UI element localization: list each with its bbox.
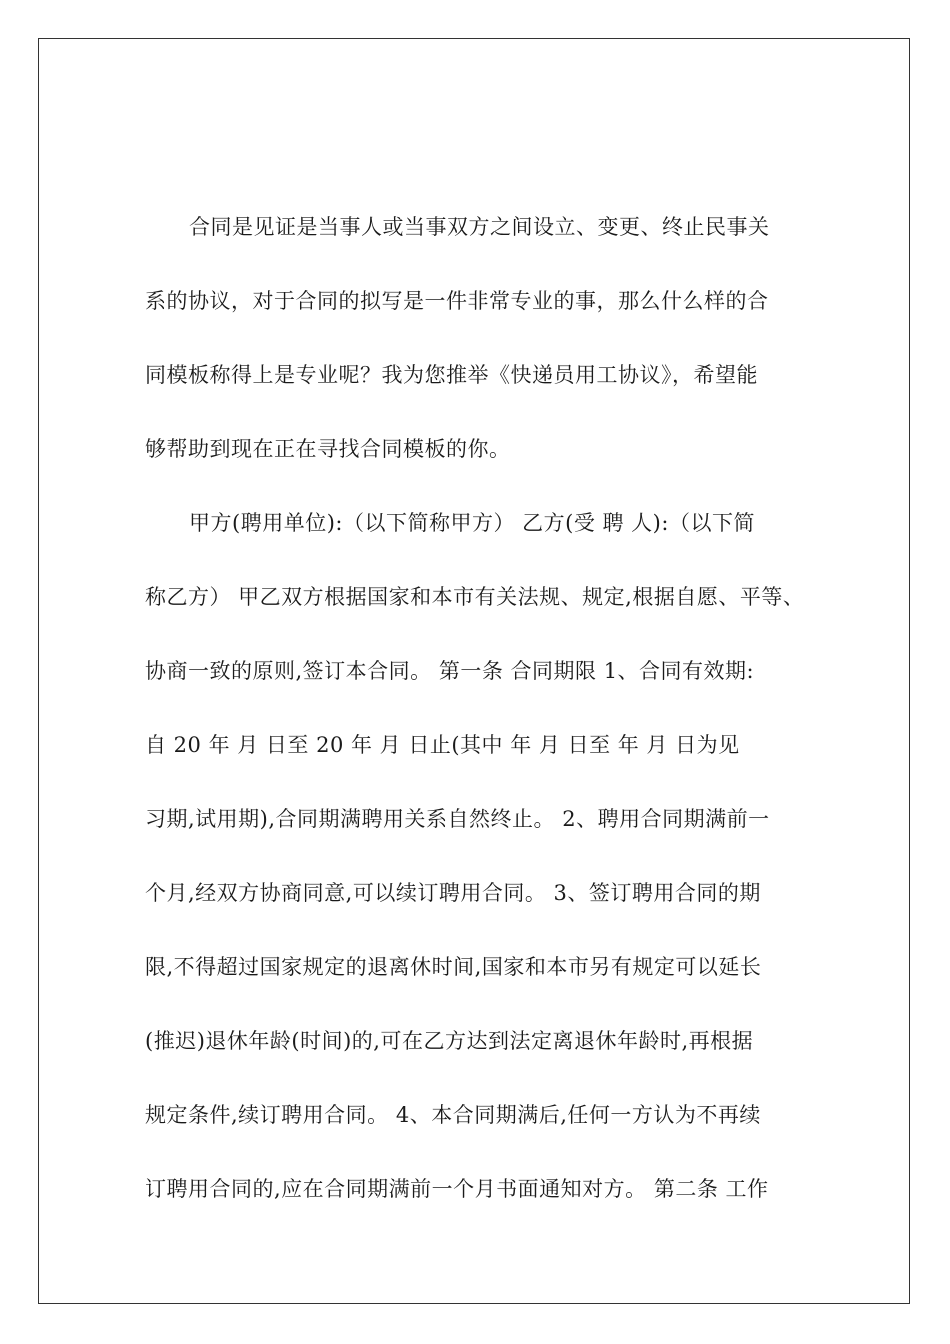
paragraph-1-line-3: 同模板称得上是专业呢？我为您推举《快递员用工协议》，希望能	[145, 363, 758, 387]
paragraph-2-line-6: 个月,经双方协商同意,可以续订聘用合同。 3、签订聘用合同的期	[145, 881, 761, 905]
paragraph-2-line-8: (推迟)退休年龄(时间)的,可在乙方达到法定离退休年龄时,再根据	[145, 1029, 754, 1053]
paragraph-2-line-3: 协商一致的原则,签订本合同。 第一条 合同期限 1、合同有效期:	[145, 659, 755, 683]
paragraph-1-line-2: 系的协议，对于合同的拟写是一件非常专业的事，那么什么样的合	[145, 289, 769, 313]
paragraph-1-line-4: 够帮助到现在正在寻找合同模板的你。	[145, 437, 511, 461]
paragraph-2-line-2: 称乙方） 甲乙双方根据国家和本市有关法规、规定,根据自愿、平等、	[145, 585, 805, 609]
paragraph-2-line-5: 习期,试用期),合同期满聘用关系自然终止。 2、聘用合同期满前一	[145, 807, 770, 831]
paragraph-2-line-9: 规定条件,续订聘用合同。 4、本合同期满后,任何一方认为不再续	[145, 1103, 761, 1127]
paragraph-1-line-1: 合同是见证是当事人或当事双方之间设立、变更、终止民事关	[189, 215, 770, 239]
paragraph-2-line-10: 订聘用合同的,应在合同期满前一个月书面通知对方。 第二条 工作	[145, 1177, 769, 1201]
paragraph-2-line-4: 自 20 年 月 日至 20 年 月 日止(其中 年 月 日至 年 月 日为见	[145, 733, 740, 757]
paragraph-2-line-1: 甲方(聘用单位):（以下简称甲方） 乙方(受 聘 人):（以下简	[189, 511, 755, 535]
paragraph-2-line-7: 限,不得超过国家规定的退离休时间,国家和本市另有规定可以延长	[145, 955, 762, 979]
